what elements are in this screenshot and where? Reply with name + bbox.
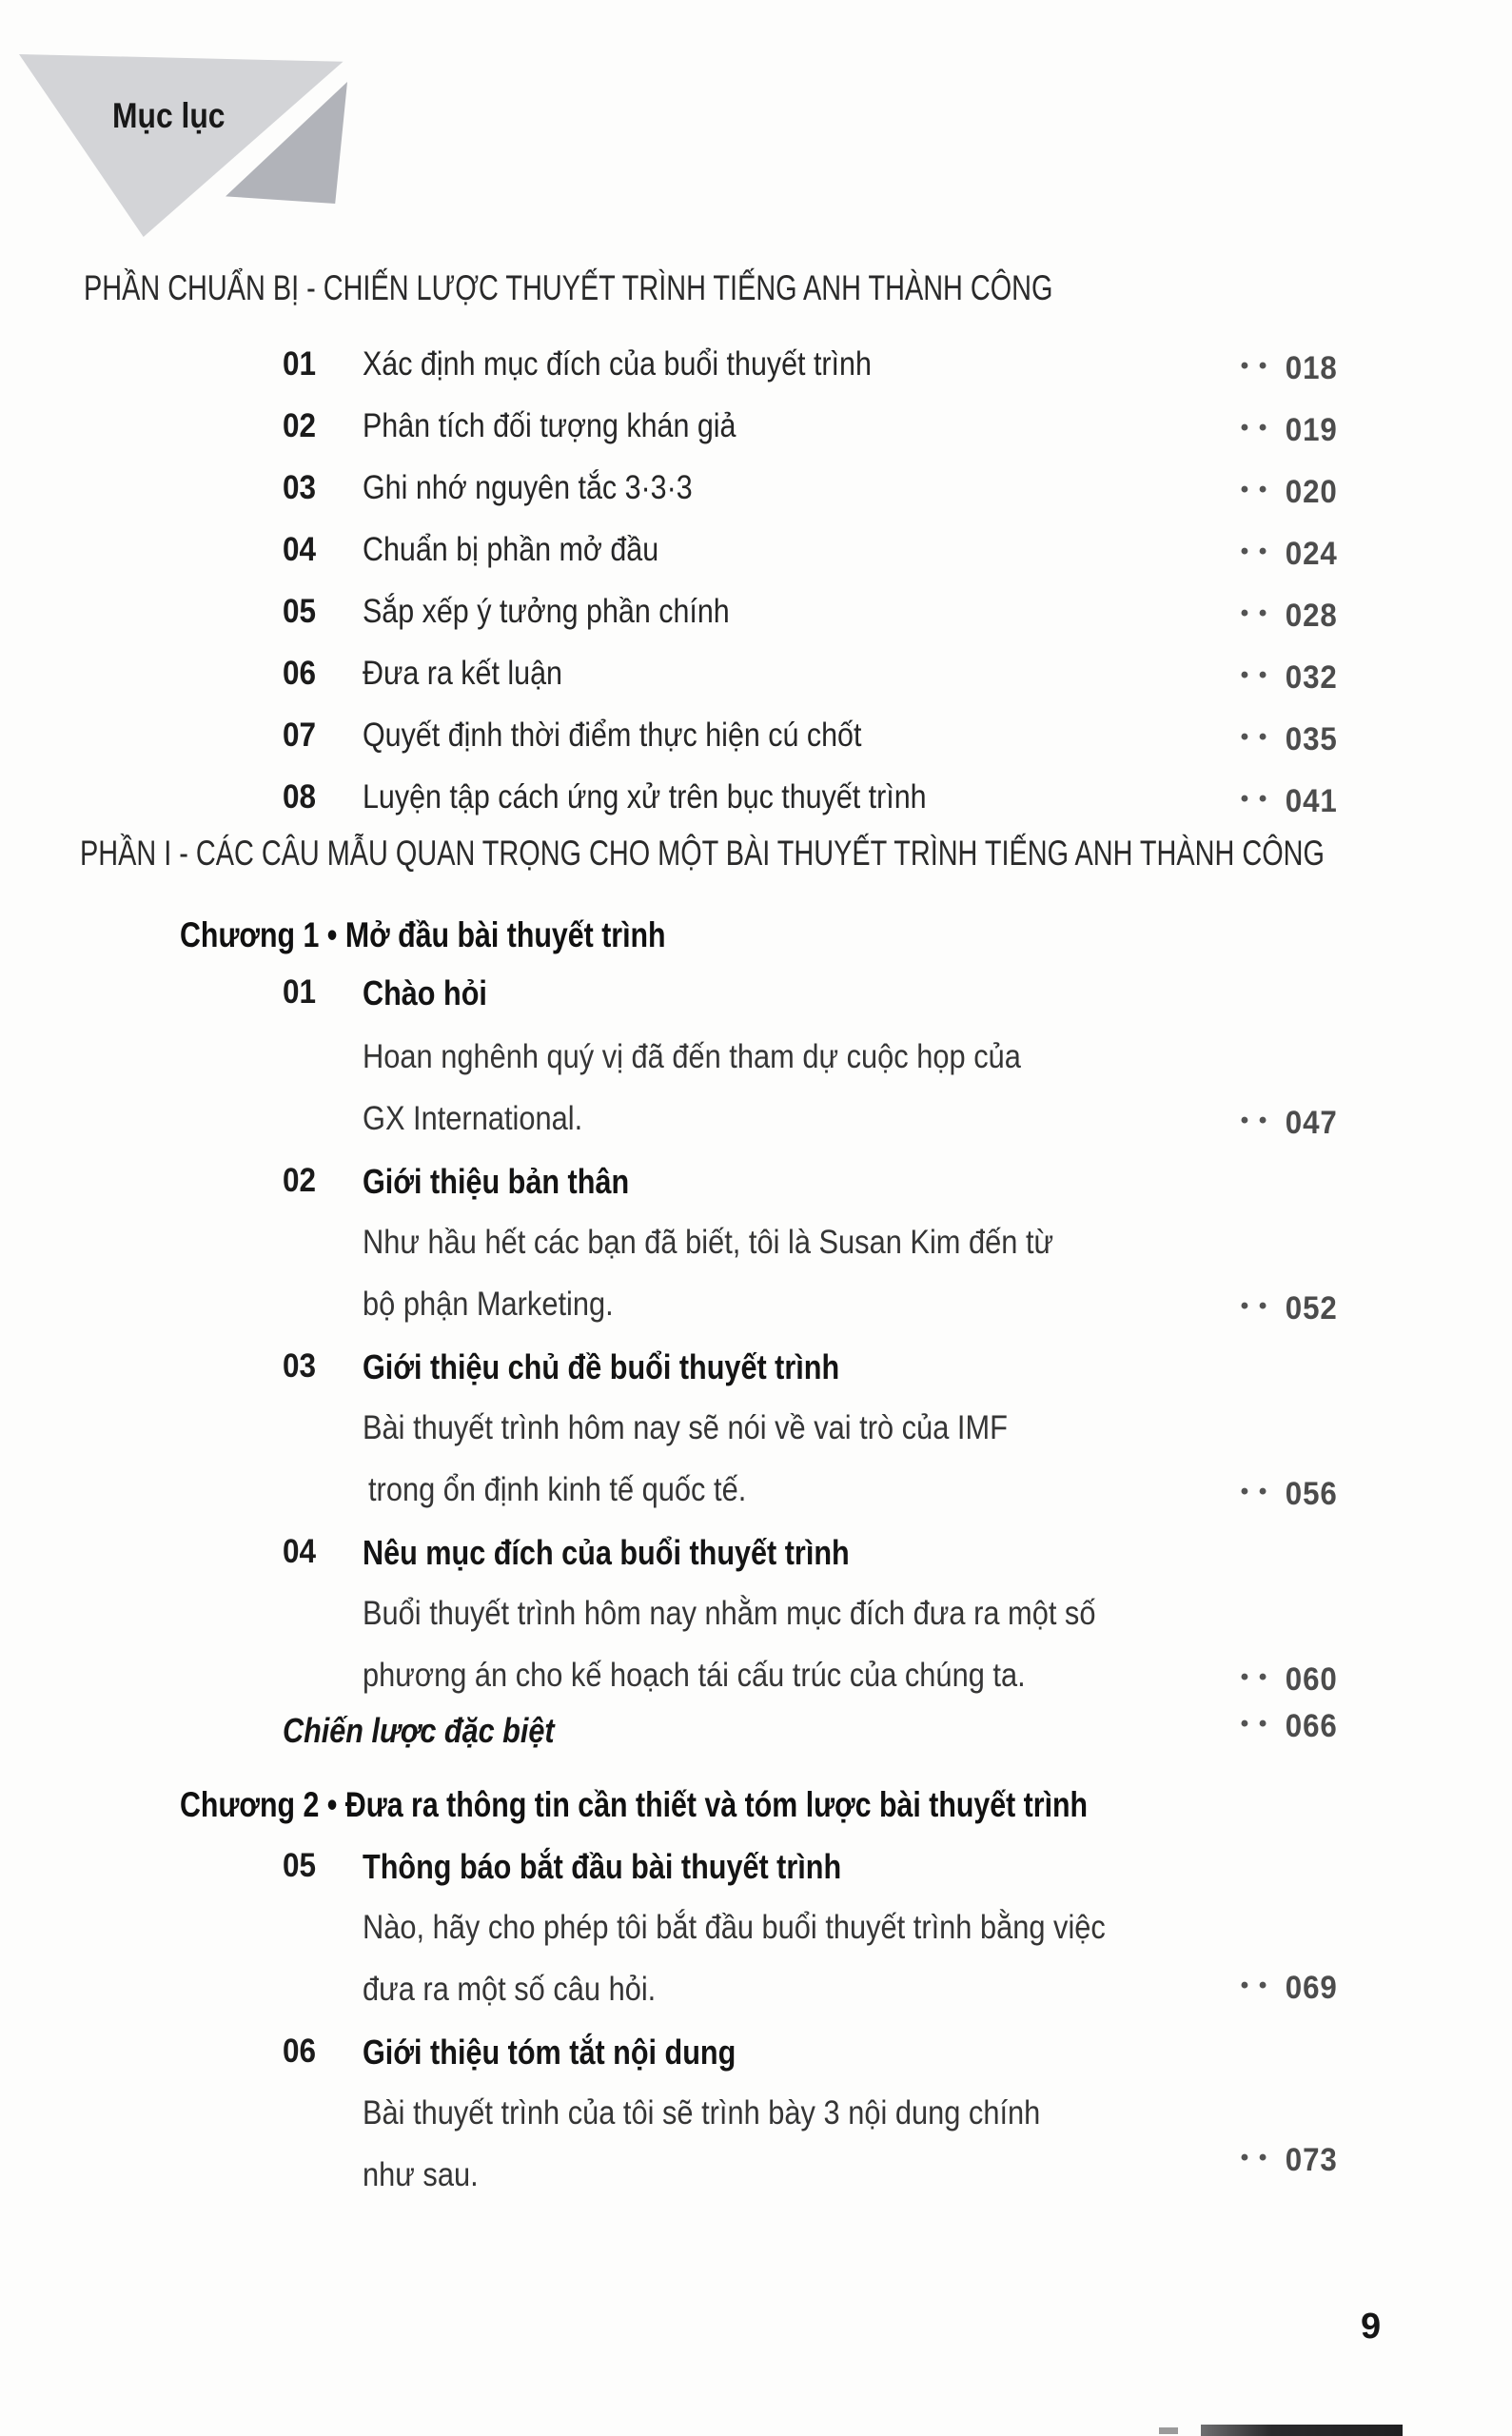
entry-page-number: 047 bbox=[1286, 1104, 1338, 1141]
entry-number: 06 bbox=[283, 655, 317, 692]
example-text: đưa ra một số câu hỏi. bbox=[363, 1971, 657, 2008]
example-line bbox=[86, 1286, 1338, 1333]
dot-leader: • • bbox=[1240, 1479, 1269, 1504]
page-ref bbox=[1241, 1703, 1338, 1749]
entry-title: Phân tích đối tượng khán giả bbox=[363, 407, 736, 444]
entry-number: 08 bbox=[283, 778, 317, 815]
section-heading-prep: PHẦN CHUẨN BỊ - CHIẾN LƯỢC THUYẾT TRÌNH TIẾNG ANH THÀNH CÔNG bbox=[84, 268, 1053, 307]
dot-leader: • • bbox=[1240, 1664, 1269, 1690]
dot-leader: • • bbox=[1240, 353, 1269, 379]
example-text: bộ phận Marketing. bbox=[363, 1286, 614, 1323]
entry-page-number: 066 bbox=[1286, 1707, 1338, 1744]
dot-leader: • • bbox=[1240, 477, 1269, 502]
section-heading-part1: PHẦN I - CÁC CÂU MẪU QUAN TRỌNG CHO MỘT BÀI THUYẾT TRÌNH TIẾNG ANH THÀNH CÔNG bbox=[80, 834, 1325, 873]
dot-leader: • • bbox=[1240, 1108, 1269, 1133]
example-text: Bài thuyết trình hôm nay sẽ nói về vai trò của IMF bbox=[363, 1409, 1008, 1446]
entry-title: Luyện tập cách ứng xử trên bục thuyết trình bbox=[363, 778, 927, 815]
entry-page-number: 073 bbox=[1286, 2141, 1338, 2178]
toc-entry bbox=[86, 407, 1338, 455]
entry-page-number: 069 bbox=[1286, 1969, 1338, 2006]
entry-page-number: 024 bbox=[1286, 535, 1338, 572]
example-line bbox=[86, 2094, 1338, 2142]
toc-entry bbox=[86, 469, 1338, 517]
example-text: như sau. bbox=[363, 2156, 479, 2193]
entry-title: Giới thiệu tóm tắt nội dung bbox=[363, 2033, 736, 2072]
chapter1-heading: Chương 1 • Mở đầu bài thuyết trình bbox=[180, 915, 666, 954]
dot-leader: • • bbox=[1240, 539, 1269, 564]
page-ref bbox=[1241, 1471, 1338, 1517]
entry-number: 01 bbox=[283, 973, 317, 1011]
dot-leader: • • bbox=[1240, 724, 1269, 750]
toc-entry bbox=[86, 345, 1338, 393]
entry-page-number: 019 bbox=[1286, 411, 1338, 448]
entry-title: Đưa ra kết luận bbox=[363, 655, 562, 692]
example-text: Như hầu hết các bạn đã biết, tôi là Susan Kim đến từ bbox=[363, 1224, 1054, 1261]
dot-leader: • • bbox=[1240, 1711, 1269, 1737]
page-ref bbox=[1241, 407, 1338, 453]
example-line bbox=[86, 1595, 1338, 1642]
page-ref bbox=[1241, 1100, 1338, 1146]
entry-page-number: 018 bbox=[1286, 349, 1338, 386]
page-number: 9 bbox=[1361, 2307, 1382, 2347]
entry-number: 04 bbox=[283, 531, 317, 568]
entry-number: 04 bbox=[283, 1533, 317, 1570]
toc-entry bbox=[86, 593, 1338, 640]
example-line bbox=[86, 1038, 1338, 1086]
entry-number: 02 bbox=[283, 1162, 317, 1199]
example-line bbox=[86, 1657, 1338, 1704]
page-ref bbox=[1241, 1657, 1338, 1702]
entry-number: 01 bbox=[283, 345, 317, 383]
entry-page-number: 056 bbox=[1286, 1475, 1338, 1512]
dot-leader: • • bbox=[1240, 662, 1269, 688]
entry-page-number: 028 bbox=[1286, 597, 1338, 634]
entry-title: Nêu mục đích của buổi thuyết trình bbox=[363, 1533, 850, 1572]
example-line bbox=[86, 2141, 1338, 2204]
dot-leader: • • bbox=[1240, 600, 1269, 626]
entry-page-number: 032 bbox=[1286, 658, 1338, 696]
toc-item bbox=[86, 973, 1338, 1021]
special-strategy-title: Chiến lược đặc biệt bbox=[283, 1711, 555, 1750]
toc-entry bbox=[86, 778, 1338, 826]
entry-number: 05 bbox=[283, 593, 317, 630]
page-ref bbox=[1241, 2137, 1338, 2183]
entry-page-number: 041 bbox=[1286, 782, 1338, 819]
dot-leader: • • bbox=[1240, 1973, 1269, 1998]
page-ref bbox=[1241, 1286, 1338, 1331]
entry-page-number: 060 bbox=[1286, 1660, 1338, 1698]
entry-number: 06 bbox=[283, 2033, 317, 2070]
example-text: phương án cho kế hoạch tái cấu trúc của chúng ta. bbox=[363, 1657, 1026, 1694]
example-line bbox=[86, 1909, 1338, 1956]
entry-title: Quyết định thời điểm thực hiện cú chốt bbox=[363, 717, 862, 754]
toc-entry bbox=[86, 655, 1338, 702]
example-line bbox=[86, 1971, 1338, 2018]
entry-number: 03 bbox=[283, 469, 317, 506]
example-line bbox=[86, 1471, 1338, 1519]
example-line bbox=[86, 1409, 1338, 1457]
entry-title: Chào hỏi bbox=[363, 973, 487, 1012]
example-text: Bài thuyết trình của tôi sẽ trình bày 3 nội dung chính bbox=[363, 2094, 1041, 2132]
entry-number: 07 bbox=[283, 717, 317, 754]
page-ref bbox=[1241, 1965, 1338, 2011]
footer-bar-segment bbox=[1159, 2427, 1178, 2434]
entry-title: Ghi nhớ nguyên tắc 3·3·3 bbox=[363, 469, 693, 506]
example-line bbox=[86, 1224, 1338, 1271]
entry-title: Giới thiệu bản thân bbox=[363, 1162, 630, 1201]
entry-page-number: 020 bbox=[1286, 473, 1338, 510]
corner-label: Mục lục bbox=[112, 96, 226, 135]
special-strategy-row bbox=[86, 1707, 1338, 1758]
entry-title: Xác định mục đích của buổi thuyết trình bbox=[363, 345, 872, 383]
page-ref bbox=[1241, 778, 1338, 824]
dot-leader: • • bbox=[1240, 1293, 1269, 1319]
toc-item bbox=[86, 1847, 1338, 1895]
toc-item bbox=[86, 2033, 1338, 2080]
entry-title: Giới thiệu chủ đề buổi thuyết trình bbox=[363, 1347, 840, 1386]
page-ref bbox=[1241, 469, 1338, 515]
dot-leader: • • bbox=[1240, 415, 1269, 441]
entry-title: Thông báo bắt đầu bài thuyết trình bbox=[363, 1847, 842, 1886]
toc-entry bbox=[86, 717, 1338, 764]
example-line bbox=[86, 1100, 1338, 1148]
toc-entry bbox=[86, 531, 1338, 579]
entry-page-number: 035 bbox=[1286, 720, 1338, 757]
footer-bar bbox=[1201, 2425, 1403, 2436]
toc-item bbox=[86, 1162, 1338, 1209]
entry-title: Chuẩn bị phần mở đầu bbox=[363, 531, 659, 568]
page-ref bbox=[1241, 717, 1338, 762]
entry-page-number: 052 bbox=[1286, 1289, 1338, 1326]
example-text: GX International. bbox=[363, 1100, 583, 1137]
entry-number: 05 bbox=[283, 1847, 317, 1884]
chapter2-heading: Chương 2 • Đưa ra thông tin cần thiết và tóm lược bài thuyết trình bbox=[180, 1785, 1089, 1824]
toc-item bbox=[86, 1533, 1338, 1581]
page-ref bbox=[1241, 655, 1338, 700]
example-text: Nào, hãy cho phép tôi bắt đầu buổi thuyết trình bằng việc bbox=[363, 1909, 1106, 1946]
toc-item bbox=[86, 1347, 1338, 1395]
page-ref bbox=[1241, 593, 1338, 638]
example-text: Buổi thuyết trình hôm nay nhằm mục đích đưa ra một số bbox=[363, 1595, 1096, 1632]
dot-leader: • • bbox=[1240, 2145, 1269, 2171]
dot-leader: • • bbox=[1240, 786, 1269, 812]
page-ref bbox=[1241, 345, 1338, 391]
entry-number: 02 bbox=[283, 407, 317, 444]
example-text: Hoan nghênh quý vị đã đến tham dự cuộc họp của bbox=[363, 1038, 1021, 1075]
example-text: trong ổn định kinh tế quốc tế. bbox=[368, 1471, 747, 1508]
page-ref bbox=[1241, 531, 1338, 577]
entry-number: 03 bbox=[283, 1347, 317, 1385]
entry-title: Sắp xếp ý tưởng phần chính bbox=[363, 593, 730, 630]
